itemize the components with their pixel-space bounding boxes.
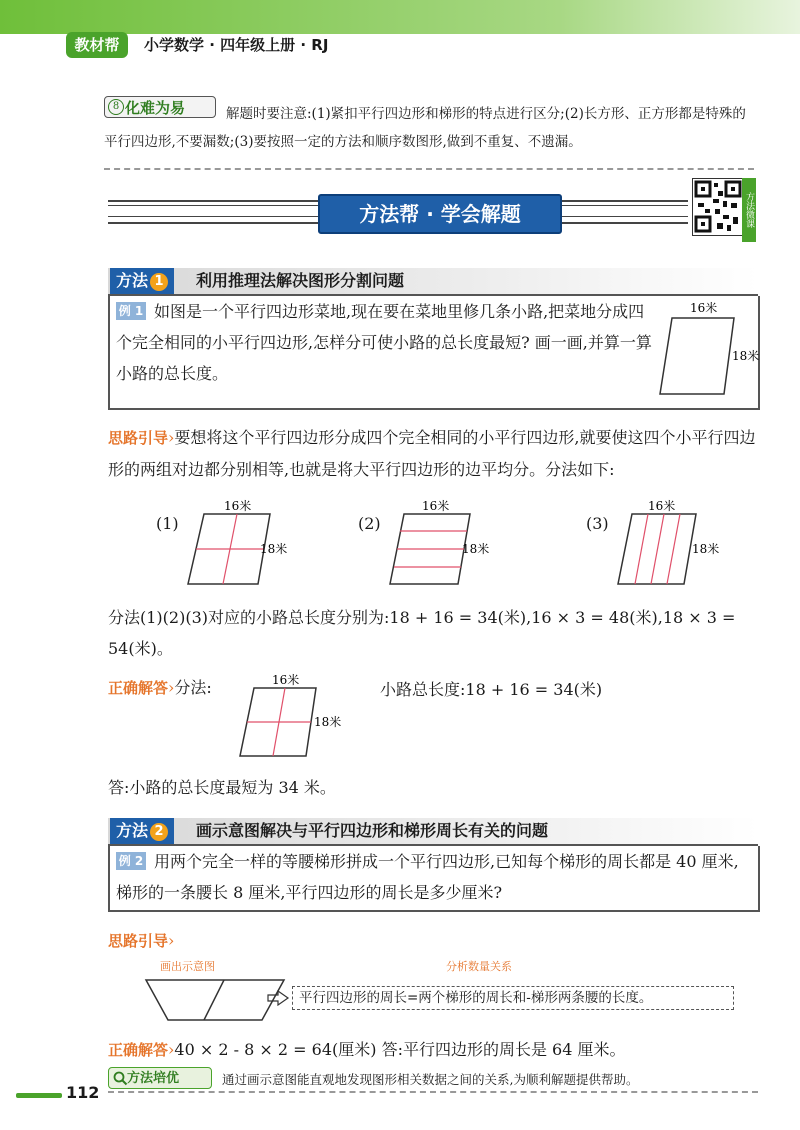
trapezoid-split-line	[204, 980, 224, 1020]
method1-tag-label: 方法	[116, 271, 149, 290]
hint2-line	[108, 930, 174, 951]
method2-tag	[110, 818, 174, 844]
calc-text: 分法(1)(2)(3)对应的小路总长度分别为:18 + 16 = 34(米),16 × 3 = 48(米),18 × 3 = 54(米)。	[108, 608, 736, 658]
method2-tag-label: 方法	[116, 821, 149, 840]
method1-tag	[110, 268, 174, 294]
answer1-figure	[232, 672, 344, 762]
variant1-figure	[180, 498, 300, 590]
answer2-text: 40 × 2 - 8 × 2 = 64(厘米) 答:平行四边形的周长是 64 厘米。	[174, 1040, 626, 1059]
variant3-path-1	[635, 514, 648, 584]
variant3-label: (3)	[586, 514, 609, 533]
variant2-side: 18米	[462, 542, 490, 556]
variant1-top: 16米	[224, 499, 252, 513]
method1-number: 1	[150, 273, 168, 291]
answer1-prefix: 分法:	[174, 678, 212, 697]
answer1-line	[108, 672, 212, 704]
variant3-figure	[608, 498, 728, 590]
method2-title: 画示意图解决与平行四边形和梯形周长有关的问题	[196, 821, 549, 840]
answer1-calc: 小路总长度:18 + 16 = 34(米)	[380, 680, 603, 699]
fig-side-label: 18米	[732, 349, 760, 363]
answer1-side: 18米	[314, 715, 342, 729]
example2-question: 用两个完全一样的等腰梯形拼成一个平行四边形,已知每个梯形的周长都是 40 厘米,梯形的一条腰长 8 厘米,平行四边形的周长是多少厘米?	[116, 852, 739, 902]
parallelogram-shape	[660, 318, 734, 394]
example2-text	[116, 846, 752, 908]
relation-label: 分析数量关系	[446, 960, 512, 973]
hint1-paragraph	[108, 422, 758, 485]
answer1-arrow-icon: ›	[168, 678, 175, 697]
hint2-label: 思路引导	[108, 932, 169, 950]
variant1-side: 18米	[260, 542, 288, 556]
qr-side-label: 方法微课	[742, 178, 756, 242]
magnifier-icon	[112, 1070, 128, 1086]
variant2-label: (2)	[358, 514, 381, 533]
variant3-top: 16米	[648, 499, 676, 513]
example1-text	[116, 296, 656, 389]
combined-parallelogram	[146, 980, 284, 1020]
draw-label: 画出示意图	[160, 960, 215, 973]
variant2-top: 16米	[422, 499, 450, 513]
book-title: 小学数学 · 四年级上册 · RJ	[144, 36, 329, 54]
footer-text: 通过画示意图能直观地发现图形相关数据之间的关系,为顺利解题提供帮助。	[222, 1072, 639, 1087]
method1-title: 利用推理法解决图形分割问题	[196, 271, 405, 290]
footer-badge: 方法培优	[108, 1067, 212, 1089]
example2-badge: 例 2	[116, 852, 146, 870]
fig-top-label: 16米	[690, 301, 718, 315]
header-band	[0, 0, 800, 34]
example1-badge: 例 1	[116, 302, 146, 320]
footer-accent	[16, 1093, 62, 1098]
variant3-side: 18米	[692, 542, 720, 556]
variant2-figure	[382, 498, 502, 590]
example1-question: 如图是一个平行四边形菜地,现在要在菜地里修几条小路,把菜地分成四个完全相同的小平行四边形,怎样分可使小路的总长度最短? 画一画,并算一算小路的总长度。	[116, 302, 652, 383]
hint1-arrow-icon: ›	[168, 428, 175, 447]
answer1-final: 答:小路的总长度最短为 34 米。	[108, 778, 336, 797]
answer1-top: 16米	[272, 673, 300, 687]
hint2-arrow-icon: ›	[168, 931, 175, 950]
section-title: 方法帮 · 学会解题	[318, 194, 562, 234]
relation-box: 平行四边形的周长=两个梯形的周长和-梯形两条腰的长度。	[292, 986, 734, 1010]
hint1-text: 要想将这个平行四边形分成四个完全相同的小平行四边形,就要使这四个小平行四边形的两组对边都分别相等,也就是将大平行四边形的边平均分。分法如下:	[108, 428, 756, 479]
page-number: 112	[66, 1083, 100, 1102]
arrow-right-icon	[266, 990, 290, 1006]
tip-badge-label: 化难为易	[125, 99, 186, 117]
variant1-label: (1)	[156, 514, 179, 533]
method2-number: 2	[150, 823, 168, 841]
hint1-label: 思路引导	[108, 429, 169, 447]
brand-label: 教材帮	[66, 32, 128, 58]
answer2-arrow-icon: ›	[168, 1040, 175, 1059]
answer1-label: 正确解答	[108, 679, 169, 697]
example1-figure	[650, 298, 760, 404]
qr-code-icon[interactable]	[692, 178, 744, 236]
variant3-path-2	[651, 514, 664, 584]
answer2-label: 正确解答	[108, 1041, 169, 1059]
tip-number-icon: 8	[108, 99, 124, 115]
answer2-line	[108, 1034, 758, 1066]
variant3-path-3	[667, 514, 680, 584]
tip-text: 解题时要注意:(1)紧扣平行四边形和梯形的特点进行区分;(2)长方形、正方形都是特殊的平行四边形,不要漏数;(3)要按照一定的方法和顺序数图形,做到不重复、不遗漏。	[104, 106, 746, 150]
